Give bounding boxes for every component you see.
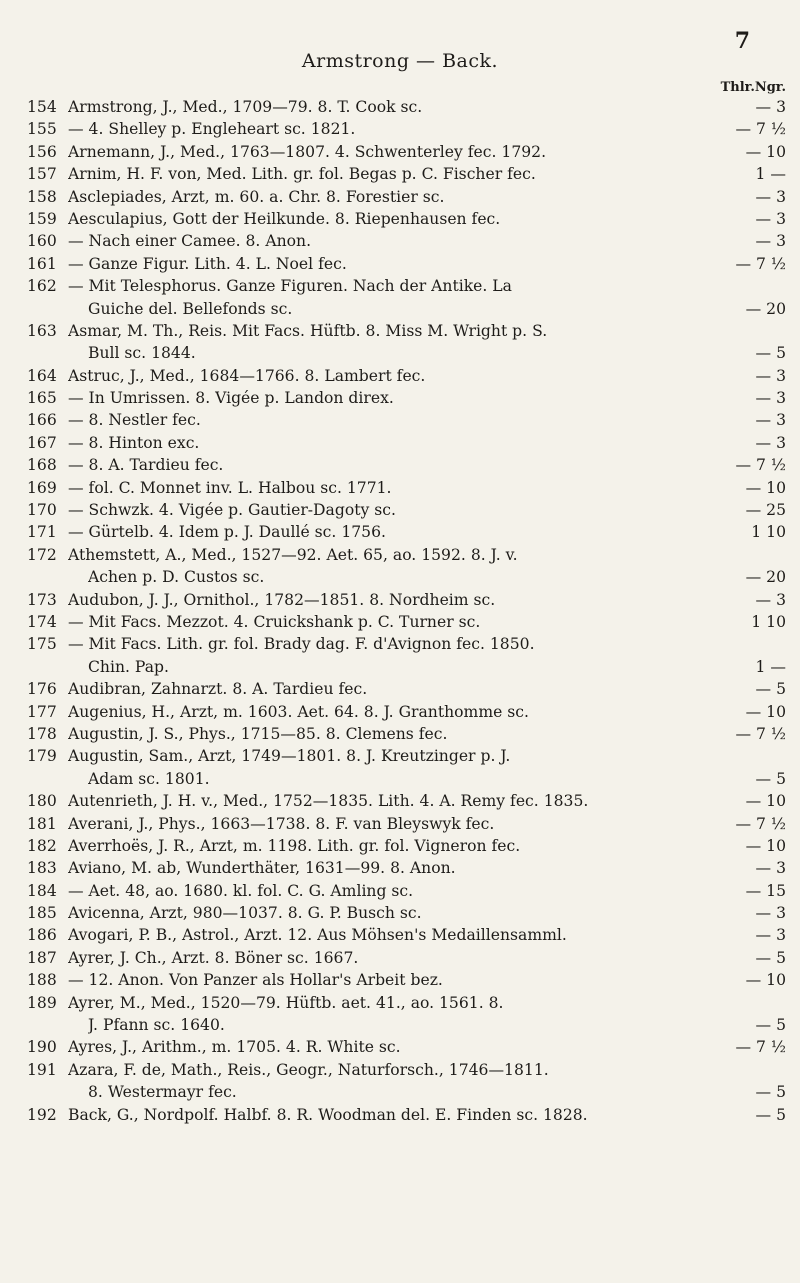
entry-text: Adam sc. 1801. — [88, 769, 210, 788]
catalog-entry — [0, 387, 800, 409]
entry-text: 8. Westermayr fec. — [88, 1083, 237, 1102]
entry-number: 170 — [27, 501, 57, 520]
entry-text: — 8. A. Tardieu fec. — [68, 456, 224, 475]
entry-text: Ayres, J., Arithm., m. 1705. 4. R. White sc. — [68, 1038, 401, 1057]
entry-price: — 25 — [745, 501, 786, 520]
catalog-entry — [0, 118, 800, 140]
entry-text: — In Umrissen. 8. Vigée p. Landon direx. — [68, 389, 394, 408]
catalog-entry — [0, 163, 800, 185]
catalog-entry — [0, 589, 800, 611]
entry-number: 168 — [27, 456, 57, 475]
catalog-entry — [0, 1036, 800, 1058]
entry-text: Ayrer, M., Med., 1520—79. Hüftb. aet. 41., ao. 1561. 8. — [68, 993, 504, 1012]
catalog-entry-continuation — [0, 342, 800, 364]
entry-number: 192 — [27, 1105, 57, 1124]
catalog-entries — [0, 96, 800, 1126]
entry-number: 181 — [27, 814, 57, 833]
entry-number: 158 — [27, 187, 57, 206]
catalog-entry — [0, 745, 800, 767]
entry-number: 175 — [27, 635, 57, 654]
entry-text: Astruc, J., Med., 1684—1766. 8. Lambert fec. — [68, 366, 426, 385]
catalog-entry — [0, 499, 800, 521]
entry-price: — 20 — [745, 299, 786, 318]
entry-number: 173 — [27, 590, 57, 609]
catalog-entry-continuation — [0, 656, 800, 678]
catalog-entry-continuation — [0, 1081, 800, 1103]
entry-number: 187 — [27, 948, 57, 967]
catalog-entry-continuation — [0, 768, 800, 790]
entry-price: — 5 — [755, 680, 786, 699]
entry-text: — Mit Telesphorus. Ganze Figuren. Nach der Antike. La — [68, 277, 512, 296]
catalog-entry — [0, 1059, 800, 1081]
entry-number: 184 — [27, 881, 57, 900]
entry-text: Avicenna, Arzt, 980—1037. 8. G. P. Busch sc. — [68, 904, 422, 923]
entry-number: 172 — [27, 545, 57, 564]
entry-price: — 20 — [745, 568, 786, 587]
entry-number: 161 — [27, 254, 57, 273]
catalog-entry — [0, 186, 800, 208]
entry-price: — 10 — [745, 971, 786, 990]
catalog-entry — [0, 409, 800, 431]
catalog-entry — [0, 701, 800, 723]
catalog-entry — [0, 1104, 800, 1126]
entry-price: — 3 — [755, 926, 786, 945]
entry-price: — 3 — [755, 433, 786, 452]
entry-price: — 15 — [745, 881, 786, 900]
entry-text: Audubon, J. J., Ornithol., 1782—1851. 8. Nordheim sc. — [68, 590, 496, 609]
entry-text: Averani, J., Phys., 1663—1738. 8. F. van Bleyswyk fec. — [68, 814, 495, 833]
entry-text: — Nach einer Camee. 8. Anon. — [68, 232, 312, 251]
catalog-entry — [0, 253, 800, 275]
entry-text: Avogari, P. B., Astrol., Arzt. 12. Aus Möhsen's Medaillensamml. — [68, 926, 567, 945]
entry-price: 1 — — [755, 165, 786, 184]
entry-number: 171 — [27, 523, 57, 542]
entry-text: Azara, F. de, Math., Reis., Geogr., Naturforsch., 1746—1811. — [68, 1060, 549, 1079]
catalog-entry — [0, 880, 800, 902]
entry-price: — 3 — [755, 590, 786, 609]
entry-text: — Schwzk. 4. Vigée p. Gautier-Dagoty sc. — [68, 501, 396, 520]
entry-price: — 3 — [755, 232, 786, 251]
entry-number: 178 — [27, 724, 57, 743]
entry-number: 183 — [27, 859, 57, 878]
entry-price: — 3 — [755, 389, 786, 408]
entry-price: — 3 — [755, 209, 786, 228]
entry-price: — 7 ½ — [735, 254, 786, 273]
entry-number: 159 — [27, 209, 57, 228]
entry-text: — 12. Anon. Von Panzer als Hollar's Arbeit bez. — [68, 971, 443, 990]
entry-text: — 8. Nestler fec. — [68, 411, 201, 430]
catalog-entry — [0, 633, 800, 655]
catalog-entry — [0, 969, 800, 991]
entry-text: Autenrieth, J. H. v., Med., 1752—1835. Lith. 4. A. Remy fec. 1835. — [68, 792, 589, 811]
catalog-entry — [0, 902, 800, 924]
entry-text: — Ganze Figur. Lith. 4. L. Noel fec. — [68, 254, 347, 273]
catalog-entry — [0, 230, 800, 252]
entry-price: 1 10 — [751, 612, 786, 631]
entry-text: Guiche del. Bellefonds sc. — [88, 299, 293, 318]
entry-number: 154 — [27, 98, 57, 116]
entry-number: 188 — [27, 971, 57, 990]
entry-number: 155 — [27, 120, 57, 139]
entry-price: — 5 — [755, 1105, 786, 1124]
entry-text: — 8. Hinton exc. — [68, 433, 200, 452]
page-number: 7 — [734, 28, 750, 54]
catalog-entry — [0, 723, 800, 745]
catalog-entry — [0, 611, 800, 633]
catalog-entry — [0, 924, 800, 946]
entry-number: 190 — [27, 1038, 57, 1057]
entry-text: Asclepiades, Arzt, m. 60. a. Chr. 8. Forestier sc. — [68, 187, 445, 206]
entry-price: — 7 ½ — [735, 456, 786, 475]
entry-text: Augenius, H., Arzt, m. 1603. Aet. 64. 8. J. Granthomme sc. — [68, 702, 529, 721]
entry-text: Asmar, M. Th., Reis. Mit Facs. Hüftb. 8. Miss M. Wright p. S. — [68, 321, 548, 340]
entry-number: 167 — [27, 433, 57, 452]
catalog-entry — [0, 141, 800, 163]
entry-text: Aviano, M. ab, Wunderthäter, 1631—99. 8. Anon. — [68, 859, 456, 878]
catalog-entry — [0, 521, 800, 543]
entry-text: Arnemann, J., Med., 1763—1807. 4. Schwenterley fec. 1792. — [68, 142, 547, 161]
catalog-entry-continuation — [0, 1014, 800, 1036]
running-head: Armstrong — Back. — [301, 50, 499, 72]
entry-text: — 4. Shelley p. Engleheart sc. 1821. — [68, 120, 356, 139]
entry-number: 185 — [27, 904, 57, 923]
entry-text: J. Pfann sc. 1640. — [88, 1016, 225, 1035]
entry-price: — 10 — [745, 836, 786, 855]
entry-number: 182 — [27, 836, 57, 855]
entry-number: 177 — [27, 702, 57, 721]
entry-number: 176 — [27, 680, 57, 699]
entry-price: — 7 ½ — [735, 724, 786, 743]
entry-text: Audibran, Zahnarzt. 8. A. Tardieu fec. — [68, 680, 368, 699]
entry-number: 160 — [27, 232, 57, 251]
entry-number: 169 — [27, 478, 57, 497]
entry-text: Ayrer, J. Ch., Arzt. 8. Böner sc. 1667. — [68, 948, 359, 967]
entry-text: Back, G., Nordpolf. Halbf. 8. R. Woodman del. E. Finden sc. 1828. — [68, 1105, 588, 1124]
catalog-entry — [0, 857, 800, 879]
entry-text: Chin. Pap. — [88, 657, 169, 676]
entry-text: Augustin, J. S., Phys., 1715—85. 8. Clemens fec. — [68, 724, 448, 743]
catalog-entry-continuation — [0, 566, 800, 588]
entry-price: — 7 ½ — [735, 1038, 786, 1057]
entry-price: — 10 — [745, 792, 786, 811]
entry-number: 191 — [27, 1060, 57, 1079]
entry-price: — 10 — [745, 478, 786, 497]
entry-number: 157 — [27, 165, 57, 184]
entry-price: — 3 — [755, 187, 786, 206]
entry-text: Augustin, Sam., Arzt, 1749—1801. 8. J. Kreutzinger p. J. — [68, 747, 511, 766]
catalog-entry — [0, 454, 800, 476]
entry-number: 189 — [27, 993, 57, 1012]
catalog-entry — [0, 992, 800, 1014]
entry-price: 1 — — [755, 657, 786, 676]
entry-text: Armstrong, J., Med., 1709—79. 8. T. Cook sc. — [68, 98, 423, 116]
entry-text: — fol. C. Monnet inv. L. Halbou sc. 1771. — [68, 478, 392, 497]
entry-text: — Mit Facs. Lith. gr. fol. Brady dag. F. d'Avignon fec. 1850. — [68, 635, 535, 654]
catalog-entry — [0, 790, 800, 812]
entry-price: — 5 — [755, 1083, 786, 1102]
entry-text: Arnim, H. F. von, Med. Lith. gr. fol. Begas p. C. Fischer fec. — [68, 165, 536, 184]
entry-text: Bull sc. 1844. — [88, 344, 196, 363]
catalog-entry — [0, 432, 800, 454]
entry-price: — 3 — [755, 904, 786, 923]
entry-price: — 5 — [755, 344, 786, 363]
entry-price: — 10 — [745, 702, 786, 721]
entry-number: 186 — [27, 926, 57, 945]
catalog-entry — [0, 544, 800, 566]
entry-price: — 3 — [755, 859, 786, 878]
entry-text: — Aet. 48, ao. 1680. kl. fol. C. G. Amling sc. — [68, 881, 414, 900]
entry-price: — 3 — [755, 366, 786, 385]
entry-number: 166 — [27, 411, 57, 430]
entry-number: 162 — [27, 277, 57, 296]
entry-number: 179 — [27, 747, 57, 766]
catalog-entry — [0, 813, 800, 835]
entry-number: 180 — [27, 792, 57, 811]
entry-number: 164 — [27, 366, 57, 385]
entry-price: — 7 ½ — [735, 814, 786, 833]
catalog-entry — [0, 678, 800, 700]
entry-text: Athemstett, A., Med., 1527—92. Aet. 65, ao. 1592. 8. J. v. — [68, 545, 518, 564]
entry-text: Aesculapius, Gott der Heilkunde. 8. Riepenhausen fec. — [68, 209, 501, 228]
entry-text: — Mit Facs. Mezzot. 4. Cruickshank p. C. Turner sc. — [68, 612, 481, 631]
catalog-entry-continuation — [0, 298, 800, 320]
price-column-head: Thlr.Ngr. — [720, 80, 786, 95]
entry-price: — 3 — [755, 98, 786, 116]
entry-price: — 7 ½ — [735, 120, 786, 139]
catalog-entry — [0, 208, 800, 230]
catalog-entry — [0, 477, 800, 499]
entry-text: Averrhoës, J. R., Arzt, m. 1198. Lith. gr. fol. Vigneron fec. — [68, 836, 521, 855]
catalog-entry — [0, 320, 800, 342]
entry-price: 1 10 — [751, 523, 786, 542]
entry-number: 156 — [27, 142, 57, 161]
entry-text: Achen p. D. Custos sc. — [88, 568, 265, 587]
entry-number: 174 — [27, 612, 57, 631]
catalog-entry — [0, 275, 800, 297]
catalog-entry — [0, 96, 800, 118]
entry-number: 165 — [27, 389, 57, 408]
catalog-entry — [0, 835, 800, 857]
entry-price: — 3 — [755, 411, 786, 430]
entry-price: — 5 — [755, 1016, 786, 1035]
entry-price: — 10 — [745, 142, 786, 161]
entry-number: 163 — [27, 321, 57, 340]
catalog-entry — [0, 365, 800, 387]
entry-price: — 5 — [755, 948, 786, 967]
catalog-entry — [0, 947, 800, 969]
entry-text: — Gürtelb. 4. Idem p. J. Daullé sc. 1756. — [68, 523, 386, 542]
entry-price: — 5 — [755, 769, 786, 788]
